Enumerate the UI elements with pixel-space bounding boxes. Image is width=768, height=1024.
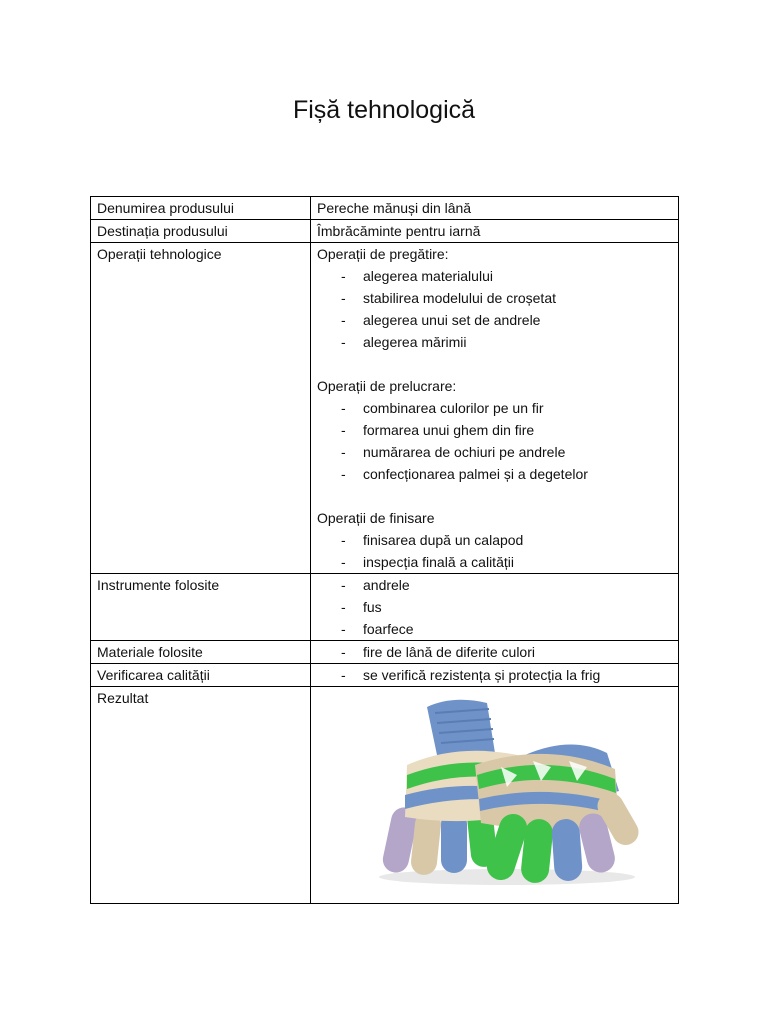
row-value (311, 641, 679, 664)
group-heading: Operații de pregătire: (317, 246, 449, 262)
result-image-cell (311, 687, 679, 904)
bullet-list (317, 574, 672, 640)
table-row (91, 664, 679, 687)
table-row (91, 197, 679, 220)
list-item: - confecționarea palmei și a degetelor (341, 466, 588, 482)
list-item: - fus (341, 599, 382, 615)
row-value (311, 664, 679, 687)
list-item: - se verifică rezistența și protecția la frig (341, 667, 601, 683)
table-row (91, 641, 679, 664)
operations-cell (311, 243, 679, 574)
operation-group (317, 243, 672, 353)
technology-sheet-table (90, 196, 679, 904)
operation-group (317, 375, 672, 485)
row-label: Denumirea produsului (91, 197, 311, 220)
bullet-list (317, 664, 672, 686)
list-item: - finisarea după un calapod (341, 532, 524, 548)
list-item: - stabilirea modelului de croșetat (341, 290, 556, 306)
list-item: - alegerea unui set de andrele (341, 312, 541, 328)
list-item: - alegerea mărimii (341, 334, 467, 350)
list-item: - formarea unui ghem din fire (341, 422, 535, 438)
table-row (91, 243, 679, 574)
row-label: Operații tehnologice (91, 243, 311, 574)
row-label: Destinația produsului (91, 220, 311, 243)
group-heading: Operații de prelucrare: (317, 378, 457, 394)
page-title: Fișă tehnologică (292, 96, 476, 124)
row-value: Pereche mănuși din lână (311, 197, 679, 220)
row-value: Îmbrăcăminte pentru iarnă (311, 220, 679, 243)
group-heading: Operații de finisare (317, 510, 435, 526)
knitted-gloves-image (357, 695, 647, 891)
list-item: - combinarea culorilor pe un fir (341, 400, 544, 416)
list-item: - andrele (341, 577, 410, 593)
row-label: Verificarea calității (91, 664, 311, 687)
row-value (311, 574, 679, 641)
list-item: - fire de lână de diferite culori (341, 644, 535, 660)
table-row (91, 687, 679, 904)
list-item: - foarfece (341, 621, 414, 637)
list-item: - numărarea de ochiuri pe andrele (341, 444, 566, 460)
bullet-list (317, 397, 672, 485)
row-label: Materiale folosite (91, 641, 311, 664)
table-row (91, 574, 679, 641)
list-item: - alegerea materialului (341, 268, 493, 284)
bullet-list (317, 265, 672, 353)
row-label: Instrumente folosite (91, 574, 311, 641)
bullet-list (317, 529, 672, 573)
row-label: Rezultat (91, 687, 311, 904)
table-row (91, 220, 679, 243)
bullet-list (317, 641, 672, 663)
list-item: - inspecția finală a calității (341, 554, 514, 570)
operation-group (317, 507, 672, 573)
